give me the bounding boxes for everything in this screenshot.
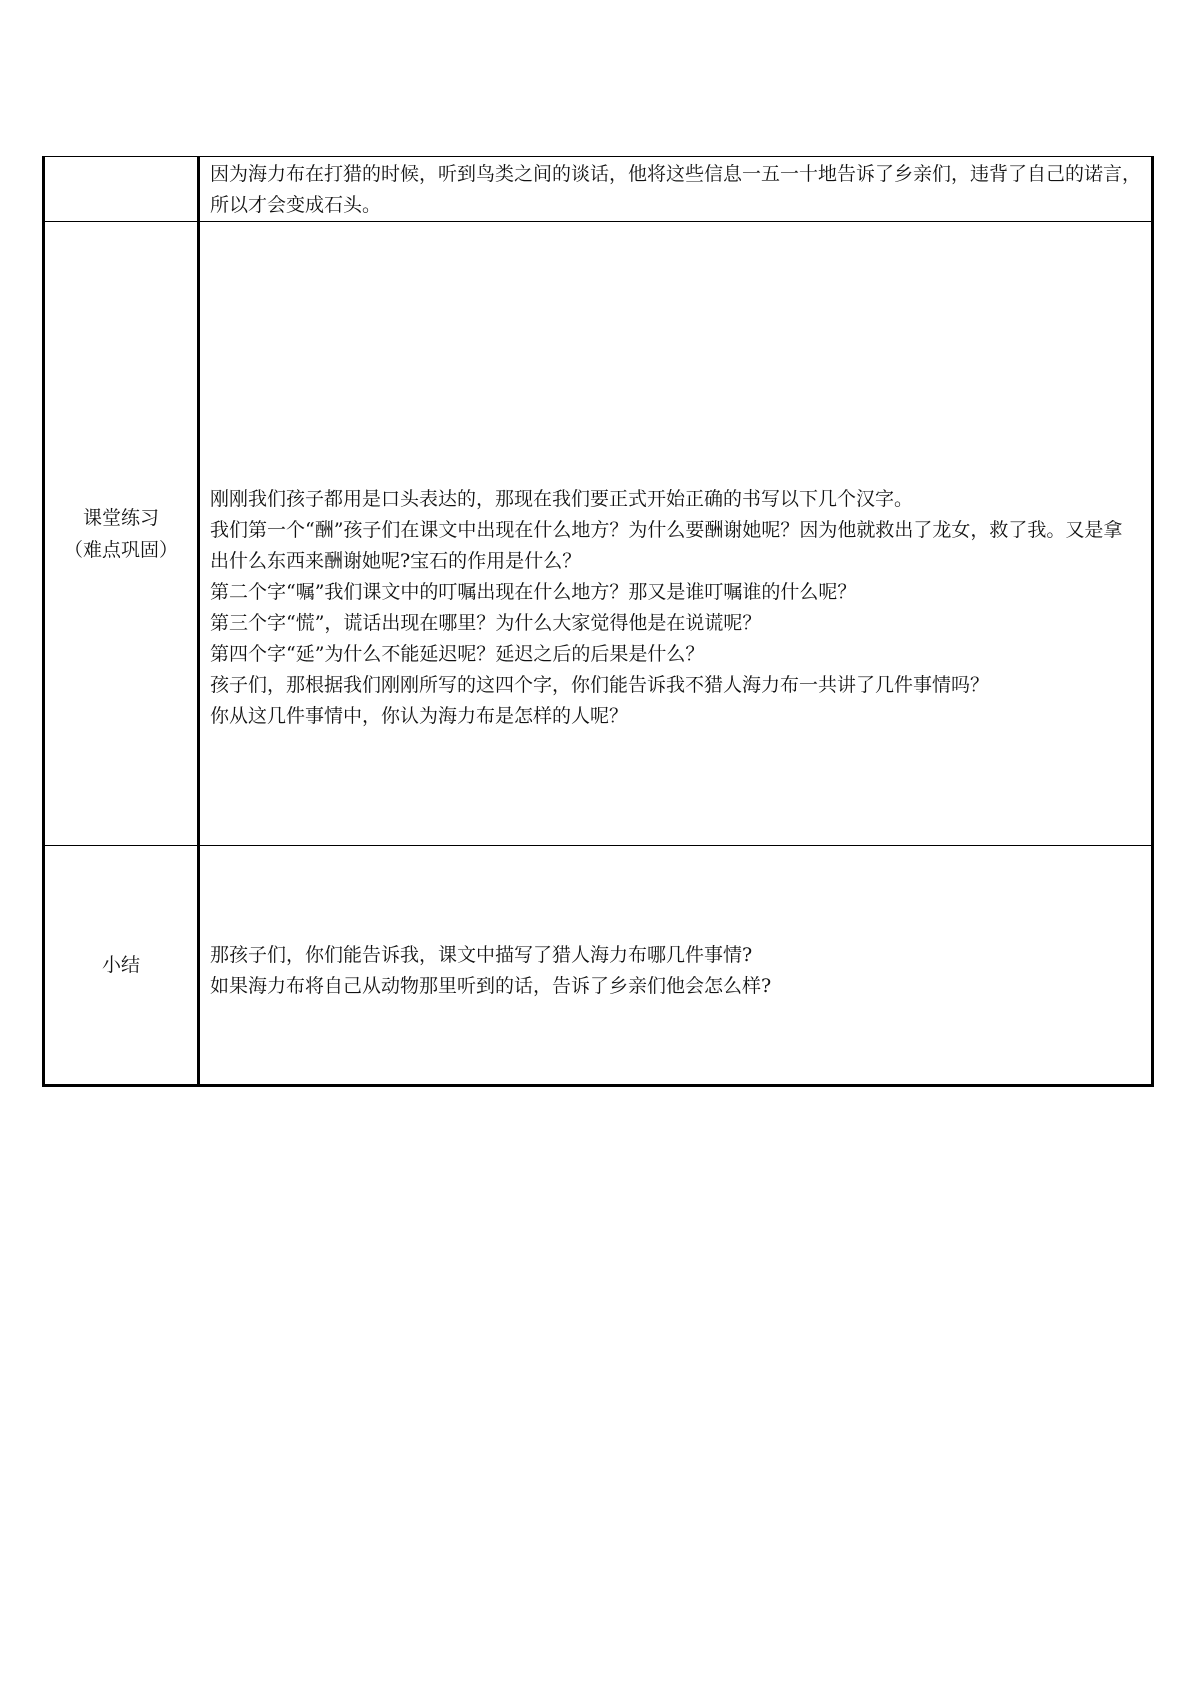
table-row [44, 222, 1153, 846]
content-line: 你从这几件事情中，你认为海力布是怎样的人呢？ [210, 705, 629, 727]
row-content-cell [199, 846, 1153, 1086]
row-label-cell [44, 846, 199, 1086]
content-line: 如果海力布将自己从动物那里听到的话，告诉了乡亲们他会怎么样? [210, 975, 772, 997]
row-content-cell [199, 157, 1153, 222]
table-row [44, 157, 1153, 222]
content-line: 因为海力布在打猎的时候，听到鸟类之间的谈话，他将这些信息一五一十地告诉了乡亲们，违背了自己的诺言，所以才会变成石头。 [210, 163, 1142, 216]
content-line: 第二个字“嘱”我们课文中的叮嘱出现在什么地方？那又是谁叮嘱谁的什么呢？ [210, 581, 857, 603]
row-content-cell [199, 222, 1153, 846]
content-line: 我们第一个“酬”孩子们在课文中出现在什么地方？为什么要酬谢她呢？因为他就救出了龙女，救了我。又是拿出什么东西来酬谢她呢?宝石的作用是什么？ [210, 519, 1123, 572]
row-label-sub: （难点巩固） [63, 538, 178, 561]
row-label-cell [44, 157, 199, 222]
table-row [44, 846, 1153, 1086]
content-line: 刚刚我们孩子都用是口头表达的，那现在我们要正式开始正确的书写以下几个汉字。 [210, 488, 914, 510]
content-line: 第四个字“延”为什么不能延迟呢？延迟之后的后果是什么？ [210, 643, 705, 665]
content-line: 那孩子们，你们能告诉我，课文中描写了猎人海力布哪几件事情? [210, 944, 753, 966]
row-label-cell [44, 222, 199, 846]
row-label: 小结 [101, 954, 140, 976]
lesson-plan-table [42, 156, 1154, 1087]
row-label: 课堂练习 [82, 506, 159, 529]
content-line: 第三个字“慌”，谎话出现在哪里？为什么大家觉得他是在说谎呢？ [210, 612, 762, 634]
content-line: 孩子们，那根据我们刚刚所写的这四个字，你们能告诉我不猎人海力布一共讲了几件事情吗？ [210, 674, 990, 696]
